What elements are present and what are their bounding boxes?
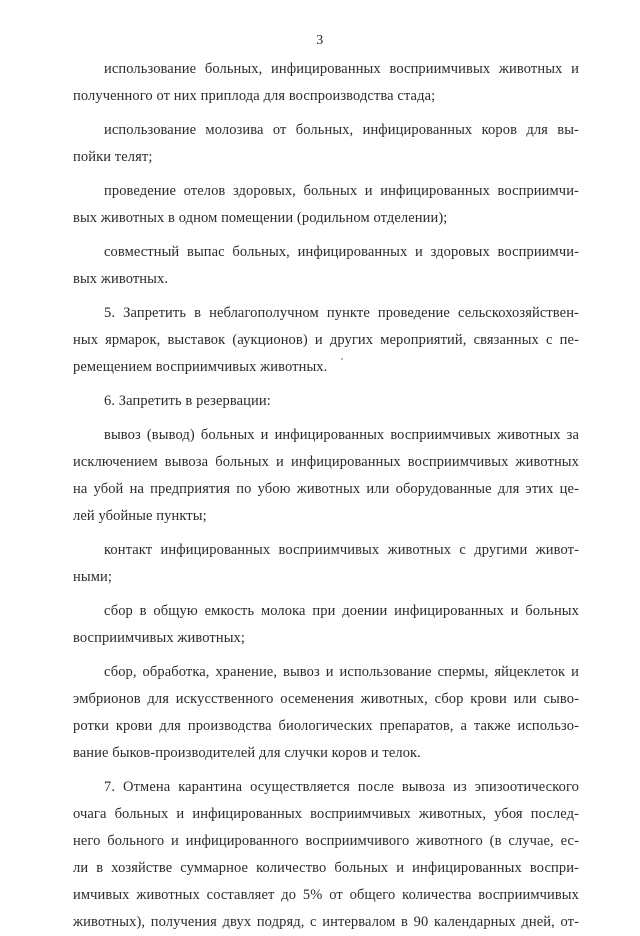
text-line: использование больных, инфицированных восприимчивых животных и <box>104 61 579 77</box>
text-line: животных), получения двух подряд, с интервалом в 90 календарных дней, от- <box>73 914 579 930</box>
page-number: 3 <box>316 33 324 48</box>
text-line: восприимчивых животных; <box>73 630 246 646</box>
text-line: полученного от них приплода для воспроизводства стада; <box>73 88 436 104</box>
text-line: ли в хозяйстве суммарное количество больных и инфицированных воспри- <box>73 860 579 876</box>
paragraph-gap <box>73 232 579 239</box>
paragraph-gap <box>73 171 579 178</box>
paragraph <box>73 117 579 171</box>
text-line: ротки крови для производства биологических препаратов, а также использо- <box>73 718 579 734</box>
paragraph <box>73 659 579 767</box>
text-line: ных ярмарок, выставок (аукционов) и других мероприятий, связанных с пе- <box>73 332 579 348</box>
paragraph-gap <box>73 415 579 422</box>
text-line: сбор в общую емкость молока при доении инфицированных и больных <box>104 603 579 619</box>
text-line: на убой на предприятия по убою животных или оборудованные для этих це- <box>73 481 579 497</box>
text-line: эмбрионов для искусственного осеменения животных, сбор крови или сыво- <box>73 691 579 707</box>
paragraph-gap <box>73 530 579 537</box>
paragraph <box>73 239 579 293</box>
text-line: него больного и инфицированного восприимчивого животного (в случае, ес- <box>73 833 579 849</box>
paragraph-gap <box>73 381 579 388</box>
paragraph <box>73 422 579 530</box>
text-line: очага больных и инфицированных восприимчивых животных, убоя послед- <box>73 806 579 822</box>
paragraph <box>73 178 579 232</box>
text-line: ными; <box>73 569 112 585</box>
text-line: вых животных в одном помещении (родильном отделении); <box>73 210 448 226</box>
text-line: вых животных. <box>73 271 169 287</box>
paragraph-gap <box>73 652 579 659</box>
text-line: совместный выпас больных, инфицированных и здоровых восприимчи- <box>104 244 579 260</box>
scan-speck <box>341 358 343 360</box>
paragraph-gap <box>73 767 579 774</box>
text-line: исключением вывоза больных и инфицированных восприимчивых животных <box>73 454 579 470</box>
document-body <box>73 56 579 936</box>
paragraph <box>73 300 579 381</box>
paragraph <box>73 537 579 591</box>
text-line: пойки телят; <box>73 149 153 165</box>
paragraph-gap <box>73 591 579 598</box>
text-line: проведение отелов здоровых, больных и инфицированных восприимчи- <box>104 183 579 199</box>
text-line: лей убойные пункты; <box>73 508 207 524</box>
text-line: вание быков-производителей для случки коров и телок. <box>73 745 421 761</box>
paragraph-gap <box>73 110 579 117</box>
text-line: 7. Отмена карантина осуществляется после вывоза из эпизоотического <box>104 779 579 795</box>
text-line: сбор, обработка, хранение, вывоз и использование спермы, яйцеклеток и <box>104 664 579 680</box>
paragraph <box>73 56 579 110</box>
text-line: использование молозива от больных, инфицированных коров для вы- <box>104 122 579 138</box>
paragraph <box>73 598 579 652</box>
text-line: контакт инфицированных восприимчивых животных с другими живот- <box>104 542 579 558</box>
text-line: ремещением восприимчивых животных. <box>73 359 328 375</box>
paragraph <box>73 774 579 936</box>
text-line: имчивых животных составляет до 5% от общего количества восприимчивых <box>73 887 579 903</box>
text-line: вывоз (вывод) больных и инфицированных восприимчивых животных за <box>104 427 579 443</box>
paragraph <box>73 388 579 415</box>
paragraph-gap <box>73 293 579 300</box>
text-line: 5. Запретить в неблагополучном пункте проведение сельскохозяйствен- <box>104 305 579 321</box>
text-line: 6. Запретить в резервации: <box>104 393 271 409</box>
